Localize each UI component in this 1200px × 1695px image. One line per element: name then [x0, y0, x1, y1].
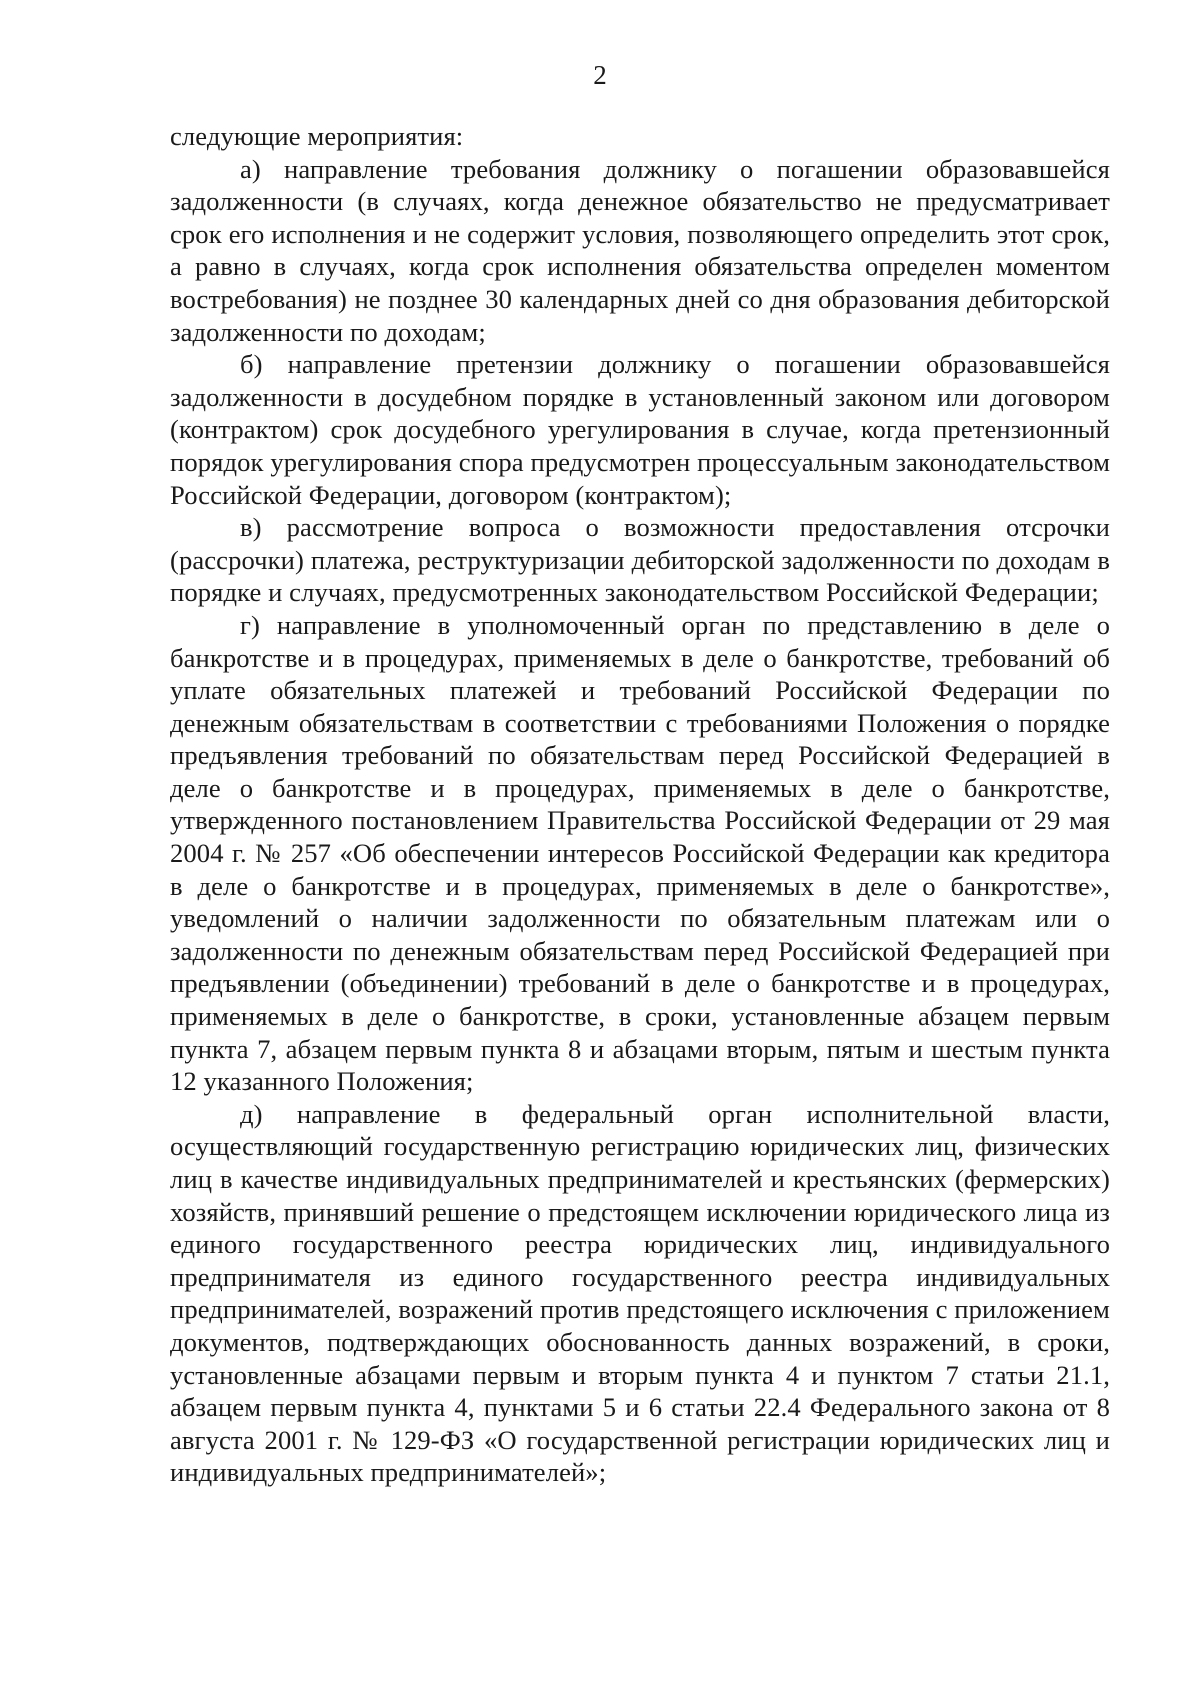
paragraph-item-b: б) направление претензии должнику о погашении образовавшейся задолженности в досудебном порядке в установленный законом или договором (контрактом) срок досудебного урегулирования в случае, когда претензионный порядок урегулирования спора предусмотрен процессуальным законодательством Российской Федерации, договором (контрактом); [170, 349, 1110, 510]
paragraph-item-a: а) направление требования должнику о погашении образовавшейся задолженности (в случаях, когда денежное обязательство не предусматривает срок его исполнения и не содержит условия, позволяющего определить этот срок, а равно в случаях, когда срок исполнения обязательства определен моментом востребования) не позднее 30 календарных дней со дня образования дебиторской задолженности по доходам; [170, 153, 1110, 347]
paragraph-item-g: г) направление в уполномоченный орган по представлению в деле о банкротстве и в процедурах, применяемых в деле о банкротстве, требований об уплате обязательных платежей и требований Российской Федерации по денежным обязательствам в соответствии с требованиями Положения о порядке предъявления требований по обязательствам перед Российской Федерацией в деле о банкротстве и в процедурах, применяемых в деле о банкротстве, утвержденного постановлением Правительства Российской Федерации от 29 мая 2004 г. № 257 «Об обеспечении интересов Российской Федерации как кредитора в деле о банкротстве и в процедурах, применяемых в деле о банкротстве», уведомлений о наличии задолженности по обязательным платежам или о задолженности по денежным обязательствам перед Российской Федерацией при предъявлении (объединении) требований в деле о банкротстве и в процедурах, применяемых в деле о банкротстве, в сроки, установленные абзацем первым пункта 7, абзацем первым пункта 8 и абзацами вторым, пятым и шестым пункта 12 указанного Положения; [170, 609, 1110, 1097]
document-body [170, 120, 1110, 1489]
paragraph-item-v: в) рассмотрение вопроса о возможности предоставления отсрочки (рассрочки) платежа, реструктуризации дебиторской задолженности по доходам в порядке и случаях, предусмотренных законодательством Российской Федерации; [170, 512, 1110, 608]
paragraph-item-d: д) направление в федеральный орган исполнительной власти, осуществляющий государственную регистрацию юридических лиц, физических лиц в качестве индивидуальных предпринимателей и крестьянских (фермерских) хозяйств, принявший решение о предстоящем исключении юридического лица из единого государственного реестра юридических лиц, индивидуального предпринимателя из единого государственного реестра индивидуальных предпринимателей, возражений против предстоящего исключения с приложением документов, подтверждающих обоснованность данных возражений, в сроки, установленные абзацами первым и вторым пункта 4 и пунктом 7 статьи 21.1, абзацем первым пункта 4, пунктами 5 и 6 статьи 22.4 Федерального закона от 8 августа 2001 г. № 129-ФЗ «О государственной регистрации юридических лиц и индивидуальных предпринимателей»; [170, 1098, 1110, 1488]
paragraph-lead: следующие мероприятия: [170, 121, 464, 151]
page-number: 2 [593, 60, 607, 90]
